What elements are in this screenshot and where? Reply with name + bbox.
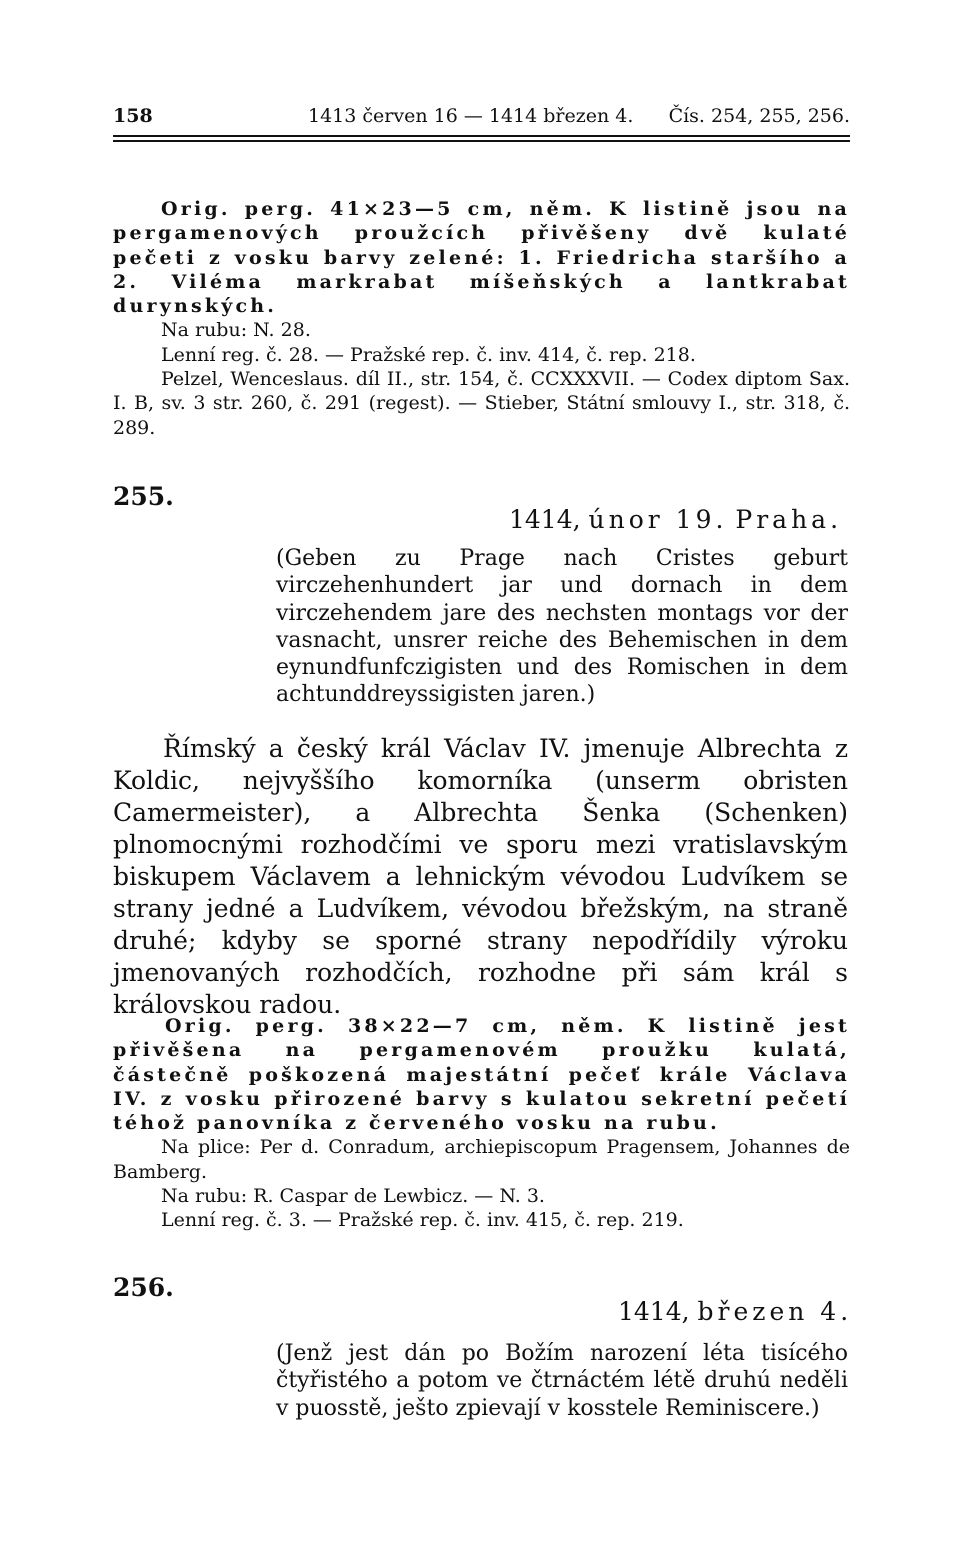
doc254-original-note: Orig. perg. 41×23—5 cm, něm. K listině jsou na pergamenových proužcích přivěšeny dvě kulaté pečeti z vosku barvy zelené: 1. Friedricha staršího a 2. Viléma markrabat míšeňských a lantkrabat durynských.	[113, 198, 850, 318]
page-number: 158	[113, 105, 153, 127]
doc255-place: Praha.	[735, 505, 843, 534]
doc255-date-year: 1414,	[509, 505, 581, 534]
doc255-reverse: Na rubu: R. Caspar de Lewbicz. — N. 3.	[161, 1185, 545, 1208]
doc256-number: 256.	[113, 1273, 174, 1302]
running-header	[113, 103, 850, 145]
doc255-original-note: Orig. perg. 38×22—7 cm, něm. K listině jest přivěšena na pergamenovém proužku kulatá, částečně poškozená majestátní pečeť krále Václava IV. z vosku přirozené barvy s kulatou sekretní pečetí téhož panovníka z červeného vosku na rubu.	[113, 1015, 850, 1135]
doc256-date	[618, 1297, 852, 1326]
doc255-dating-clause: (Geben zu Prage nach Cristes geburt virczehenhundert jar und dornach in dem virczehendem jare des nechsten montags vor der vasnacht, unsrer reiche des Behemischen in dem eynundfunfczigisten und des Romischen in dem achtunddreyssigisten jaren.)	[276, 546, 848, 708]
doc254-literature: Pelzel, Wenceslaus. díl II., str. 154, č. CCXXXVII. — Codex diptom Sax. I. B, sv. 3 str. 260, č. 291 (regest). — Stieber, Státní smlouvy I., str. 318, č. 289.	[113, 368, 850, 439]
header-rule-top	[113, 135, 850, 137]
doc255-date-month: únor 19.	[588, 505, 728, 534]
header-rule-bottom	[113, 140, 850, 142]
doc255-notes	[113, 1014, 850, 1233]
doc256-date-year: 1414,	[618, 1297, 690, 1326]
doc256-date-month: březen 4.	[697, 1297, 853, 1326]
doc255-date	[509, 505, 842, 534]
doc254-registers: Lenní reg. č. 28. — Pražské rep. č. inv. 414, č. rep. 218.	[161, 343, 696, 366]
doc255-summary: Římský a český král Václav IV. jmenuje Albrechta z Koldic, nejvyššího komorníka (unserm obristen Camermeister), a Albrechta Šenka (Schenken) plnomocnými rozhodčími ve sporu mezi vratislavským biskupem Václavem a lehnickým vévodou Ludvíkem se strany jedné a Ludvíkem, vévodou břežským, na straně druhé; kdyby se sporné strany nepodřídily výroku jmenovaných rozhodčích, rozhodne při sám král s královskou radou.	[113, 734, 848, 1019]
header-date-range: 1413 červen 16 — 1414 březen 4.	[308, 105, 634, 127]
doc255-registers: Lenní reg. č. 3. — Pražské rep. č. inv. 415, č. rep. 219.	[161, 1209, 684, 1232]
doc255-plica: Na plice: Per d. Conradum, archiepiscopum Pragensem, Johannes de Bamberg.	[113, 1136, 850, 1183]
doc254-notes	[113, 197, 850, 440]
header-document-numbers: Čís. 254, 255, 256.	[668, 105, 850, 127]
doc256-dating-clause: (Jenž jest dán po Božím narození léta tisícého čtyřistého a potom ve čtrnáctém létě druhú neděli v puosstě, ješto zpievají v kosstele Reminiscere.)	[276, 1341, 848, 1421]
doc255-number: 255.	[113, 482, 174, 511]
doc254-reverse: Na rubu: N. 28.	[161, 319, 311, 342]
